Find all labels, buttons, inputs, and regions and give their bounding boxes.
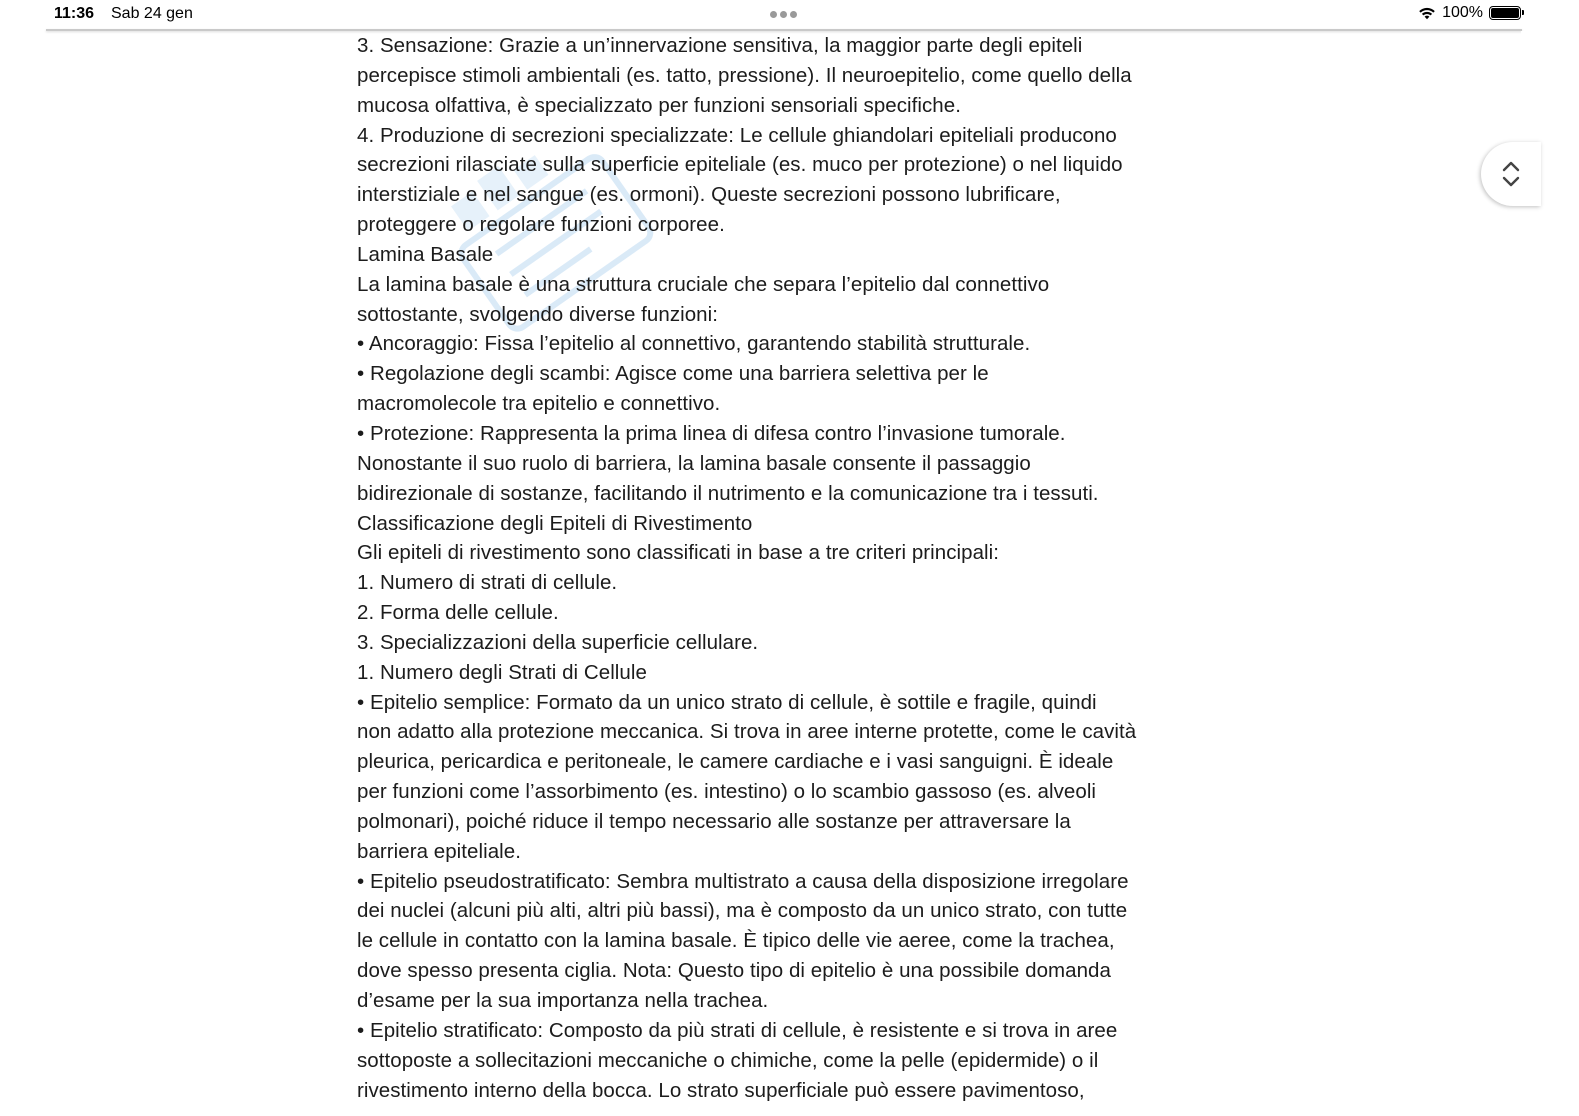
document-line: Lamina Basale xyxy=(357,242,494,266)
document-line: non adatto alla protezione meccanica. Si trova in aree interne protette, come le cavità xyxy=(357,720,1137,744)
document-line: 2. Forma delle cellule. xyxy=(357,601,559,625)
document-line: sottostante, svolgendo diverse funzioni: xyxy=(357,302,718,326)
document-line: Nonostante il suo ruolo di barriera, la lamina basale consente il passaggio xyxy=(357,451,1031,475)
document-line: rivestimento interno della bocca. Lo strato superficiale può essere pavimentoso, xyxy=(357,1078,1085,1102)
document-line: percepisce stimoli ambientali (es. tatto, pressione). Il neuroepitelio, come quello della xyxy=(357,63,1132,87)
status-bar xyxy=(0,0,1579,30)
document-line: 1. Numero degli Strati di Cellule xyxy=(357,660,647,684)
document-line: macromolecole tra epitelio e connettivo. xyxy=(357,392,721,416)
document-line: secrezioni rilasciate sulla superficie epiteliale (es. muco per protezione) o nel liquido xyxy=(357,153,1123,177)
document-line: • Ancoraggio: Fissa l’epitelio al connettivo, garantendo stabilità strutturale. xyxy=(357,332,1031,356)
document-line: per funzioni come l’assorbimento (es. intestino) o lo scambio gassoso (es. alveoli xyxy=(357,780,1097,804)
chevron-up-icon[interactable] xyxy=(1501,159,1521,173)
document-line: le cellule in contatto con la lamina basale. È tipico delle vie aeree, come la trachea, xyxy=(357,929,1115,953)
wifi-icon xyxy=(1418,6,1436,20)
document-line: polmonari), poiché riduce il tempo necessario alle sostanze per attraversare la xyxy=(357,809,1071,833)
document-line: • Protezione: Rappresenta la prima linea di difesa contro l’invasione tumorale. xyxy=(357,421,1066,445)
document-line: • Epitelio stratificato: Composto da più strati di cellule, è resistente e si trova in aree xyxy=(357,1018,1118,1042)
document-line: interstiziale e nel sangue (es. ormoni). Queste secrezioni possono lubrificare, xyxy=(357,183,1061,207)
status-time: 11:36 xyxy=(54,5,95,22)
battery-icon xyxy=(1489,6,1521,20)
document-line: barriera epiteliale. xyxy=(357,839,521,863)
page-scroll-control[interactable] xyxy=(1481,142,1541,206)
document-line: 1. Numero di strati di cellule. xyxy=(357,571,618,595)
document-line: mucosa olfattiva, è specializzato per funzioni sensoriali specifiche. xyxy=(357,93,961,117)
document-line: d’esame per la sua importanza nella trachea. xyxy=(357,989,769,1012)
document-line: • Epitelio pseudostratificato: Sembra multistrato a causa della disposizione irregolare xyxy=(357,869,1129,893)
document-line: 4. Produzione di secrezioni specializzate: Le cellule ghiandolari epiteliali producono xyxy=(357,123,1117,147)
document-line: sottoposte a sollecitazioni meccaniche o chimiche, come la pelle (epidermide) o il xyxy=(357,1048,1099,1072)
document-page xyxy=(357,31,1227,1105)
document-line: 3. Specializzazioni della superficie cellulare. xyxy=(357,630,759,654)
document-line: dei nuclei (alcuni più alti, altri più bassi), ma è composto da un unico strato, con tutte xyxy=(357,899,1128,923)
document-line: proteggere o regolare funzioni corporee. xyxy=(357,213,725,237)
document-line: 3. Sensazione: Grazie a un’innervazione sensitiva, la maggior parte degli epiteli xyxy=(357,34,1083,57)
document-line: Gli epiteli di rivestimento sono classificati in base a tre criteri principali: xyxy=(357,541,999,565)
chevron-down-icon[interactable] xyxy=(1501,175,1521,189)
multitasking-menu-icon[interactable] xyxy=(770,11,797,18)
document-line: • Regolazione degli scambi: Agisce come una barriera selettiva per le xyxy=(357,362,989,386)
document-line: pleurica, pericardica e peritoneale, le camere cardiache e i vasi sanguigni. È ideale xyxy=(357,750,1114,774)
battery-percentage: 100% xyxy=(1442,4,1483,21)
document-line: bidirezionale di sostanze, facilitando il nutrimento e la comunicazione tra i tessuti. xyxy=(357,481,1099,505)
document-line: • Epitelio semplice: Formato da un unico strato di cellule, è sottile e fragile, quindi xyxy=(357,690,1097,714)
document-line: Classificazione degli Epiteli di Rivestimento xyxy=(357,511,753,535)
status-indicators xyxy=(1418,4,1521,22)
document-line: La lamina basale è una struttura cruciale che separa l’epitelio dal connettivo xyxy=(357,272,1050,296)
document-line: dove spesso presenta ciglia. Nota: Questo tipo di epitelio è una possibile domanda xyxy=(357,959,1111,983)
status-date: Sab 24 gen xyxy=(111,5,193,22)
